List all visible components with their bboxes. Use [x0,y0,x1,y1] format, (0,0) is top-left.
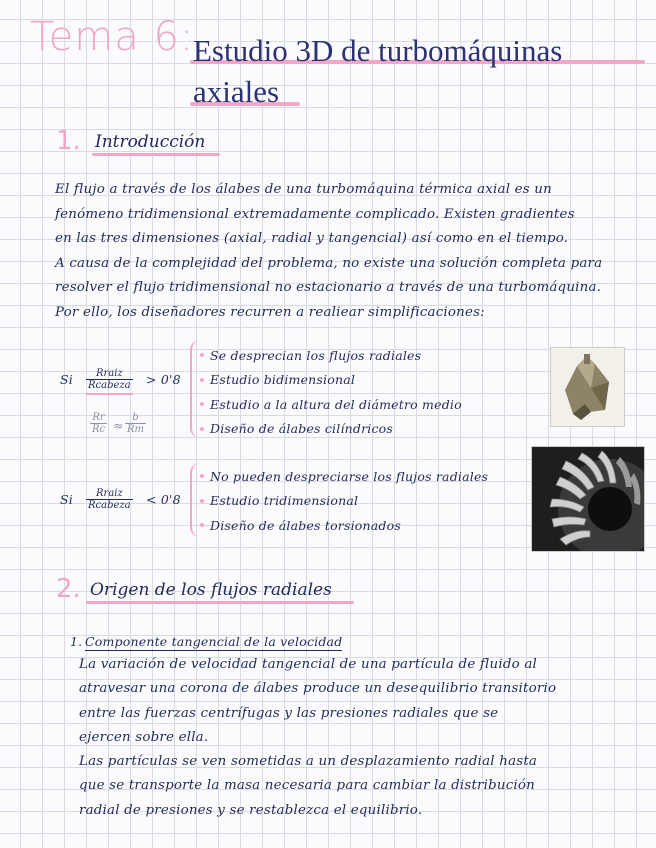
list-item [200,392,462,417]
blade-image [551,348,624,426]
fraction-denominator: Rm [127,424,145,435]
bullet-dot [200,523,204,527]
case1-ratio [86,368,133,395]
tema-label: Tema 6: [30,14,195,60]
bullet-text: Diseño de álabes torsionados [210,517,401,533]
fraction-numerator: Rraiz [86,368,133,380]
list-item [200,368,462,393]
text-line: ejercen sobre ella. [79,729,209,745]
subsection-number: 1. [70,634,83,649]
bullet-text: Estudio a la altura del diámetro medio [210,396,462,412]
text-line: radial de presiones y se restablezca el equilibrio. [79,802,423,818]
title-line: Estudio 3D de turbomáquinas [193,33,563,68]
list-item [200,489,488,514]
bullet-dot [200,474,204,478]
section-number: 1. [56,126,81,156]
bullet-text: Estudio tridimensional [210,493,359,509]
text-line: atravesar una corona de álabes produce un desequilibrio transitorio [79,681,557,697]
fraction-numerator: Rraiz [86,488,133,500]
sub1-paragraph [79,657,639,827]
section-underline [86,601,354,604]
bullet-dot [200,353,204,357]
case1-bullets [200,343,462,441]
case1-subratio [90,412,107,435]
list-item [200,513,488,538]
section-underline [92,153,220,156]
list-item [200,343,462,368]
text-line: fenómeno tridimensional extremadamente complicado. Existen gradientes [55,206,575,222]
text-line: Las partículas se ven sometidas a un desplazamiento radial hasta [79,754,538,770]
subsection-title: Componente tangencial de la velocidad [85,634,343,649]
page-title [193,30,648,112]
section-number: 2. [56,574,81,604]
bullet-text: Estudio bidimensional [210,372,356,388]
bullet-text: No pueden despreciarse los flujos radiales [210,468,489,484]
case1-subratio2 [125,412,146,435]
blade-photo-cylindrical [550,347,625,427]
text-line: que se transporte la masa necesaria para cambiar la distribución [79,778,536,794]
case2-bullets [200,464,488,538]
fraction-denominator: Rc [92,424,106,435]
fraction-numerator: b [125,412,146,424]
case2-ratio [86,488,133,511]
fraction-denominator: Rcabeza [88,380,131,391]
bullet-dot [200,402,204,406]
bullet-text: Se desprecian los flujos radiales [210,347,422,363]
blade-photo-twisted [531,446,645,552]
section-title: Introducción [95,132,206,152]
title-line: axiales [193,74,280,109]
bullet-text: Diseño de álabes cilíndricos [210,421,394,437]
case1-comparator: > 0'8 [146,372,181,387]
case2-comparator: < 0'8 [146,492,181,507]
list-item [200,464,488,489]
text-line: entre las fuerzas centrífugas y las presiones radiales que se [79,705,499,721]
approx-sign: ≈ [113,418,124,433]
bullet-dot [200,378,204,382]
intro-paragraph [55,182,625,329]
fraction-numerator: Rr [90,412,107,424]
text-line: La variación de velocidad tangencial de una partícula de fluido al [79,657,538,672]
section-title: Origen de los flujos radiales [90,580,332,600]
text-line: resolver el flujo tridimensional no estacionario a través de una turbomáquina. [55,280,602,295]
text-line: A causa de la complejidad del problema, no existe una solución completa para [55,255,603,271]
turbine-image [532,447,644,551]
case1-si: Si [60,372,73,387]
text-line: El flujo a través de los álabes de una turbomáquina térmica axial es un [55,182,552,197]
text-line: Por ello, los diseñadores recurren a realiear simplificaciones: [55,304,485,320]
case2-si: Si [60,492,73,507]
text-line: en las tres dimensiones (axial, radial y tangencial) así como en el tiempo. [55,231,569,246]
fraction-denominator: Rcabeza [88,500,131,511]
list-item [200,417,462,442]
bullet-dot [200,499,204,503]
bullet-dot [200,427,204,431]
